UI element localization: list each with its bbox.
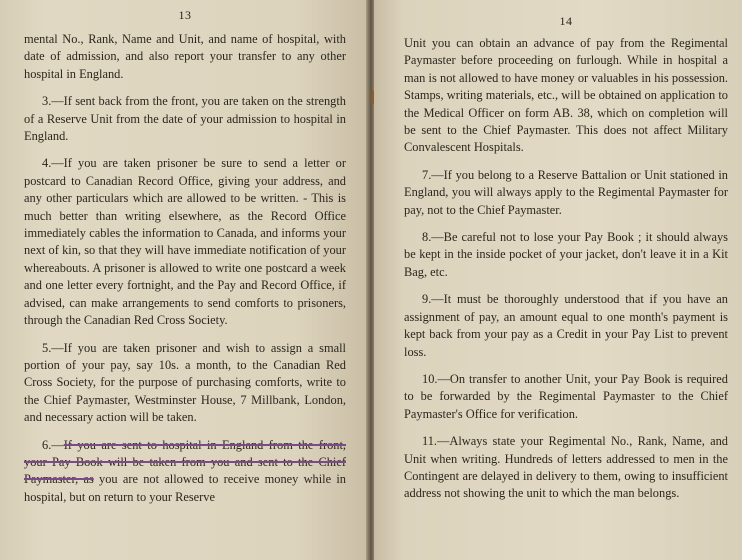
paragraph-11: 11.—Always state your Regimental No., Rank, Name, and Unit when writing. Hundreds of letters addressed to men in the Contingent are delayed in delivery to them, owing to insufficient address not showing the unit to which the man belongs. <box>404 434 728 501</box>
paragraph-7: 7.—If you belong to a Reserve Battalion or Unit stationed in England, you will always apply to the Regimental Paymaster for pay, not to the Chief Paymaster. <box>404 167 728 217</box>
left-page <box>0 0 368 560</box>
paragraph-continued: mental No., Rank, Name and Unit, and name of hospital, with date of admission, and also report your transfer to any other hospital in England. <box>24 32 346 81</box>
paragraph-6-continued: Unit you can obtain an advance of pay from the Regimental Paymaster before proceeding on furlough. While in hospital a man is not allowed to have money or valuables in his possession. Stamps, writing materials, etc., will be obtained on application to the Medical Officer on form AB. 38, which on completion will be sent to the Chief Paymaster. This does not affect Military Convalescent Hospitals. <box>404 36 728 155</box>
paragraph-5: 5.—If you are taken prisoner and wish to assign a small portion of your pay, say 10s. a month, to the Canadian Red Cross Society, for the purpose of purchasing comforts, write to the Chief Paymaster, Westminster House, 7 Millbank, London, and necessary action will be taken. <box>24 340 346 425</box>
paragraph-10: 10.—On transfer to another Unit, your Pay Book is required to be forwarded by the Regimental Paymaster to the Chief Paymaster's Office for verification. <box>404 371 728 421</box>
paragraph-6 <box>24 437 346 507</box>
struck-through-text: If you are sent to hospital in England from the front, your Pay Book will be taken from you and sent to the Chief Paymaster, as <box>24 437 346 487</box>
paragraph-4: 4.—If you are taken prisoner be sure to send a letter or postcard to Canadian Record Office, giving your address, and any other particulars which are allowed to be written. - This is much better than writing elsewhere, as the Record Office immediately cables the information to Canada, and informs your next of kin, so that they will have immediate notification of your whereabouts. A prisoner is allowed to write one postcard a week and one letter every fortnight, and the Pay and Record Office, if advised, can make arrangements to send comforts to prisoners, through the Canadian Red Cross Society. <box>24 156 346 328</box>
paragraph-6-text: you are not allowed to receive money while in hospital, but on return to your Reserve <box>24 472 346 504</box>
paragraph-6-number: 6.— <box>42 437 64 452</box>
page-number-13: 13 <box>178 8 192 22</box>
paragraph-3: 3.—If sent back from the front, you are taken on the strength of a Reserve Unit from the date of your admission to hospital in England. <box>24 94 346 144</box>
paragraph-8: 8.—Be careful not to lose your Pay Book ; it should always be kept in the inside pocket of your jacket, don't leave it in a Kit Bag, etc. <box>404 230 728 279</box>
paragraph-9: 9.—It must be thoroughly understood that if you have an assignment of pay, an amount equal to one month's payment is kept back from your pay as a Credit in your Pay List to prevent loss. <box>404 292 728 359</box>
page-number-14: 14 <box>559 14 573 28</box>
right-page <box>374 0 742 560</box>
